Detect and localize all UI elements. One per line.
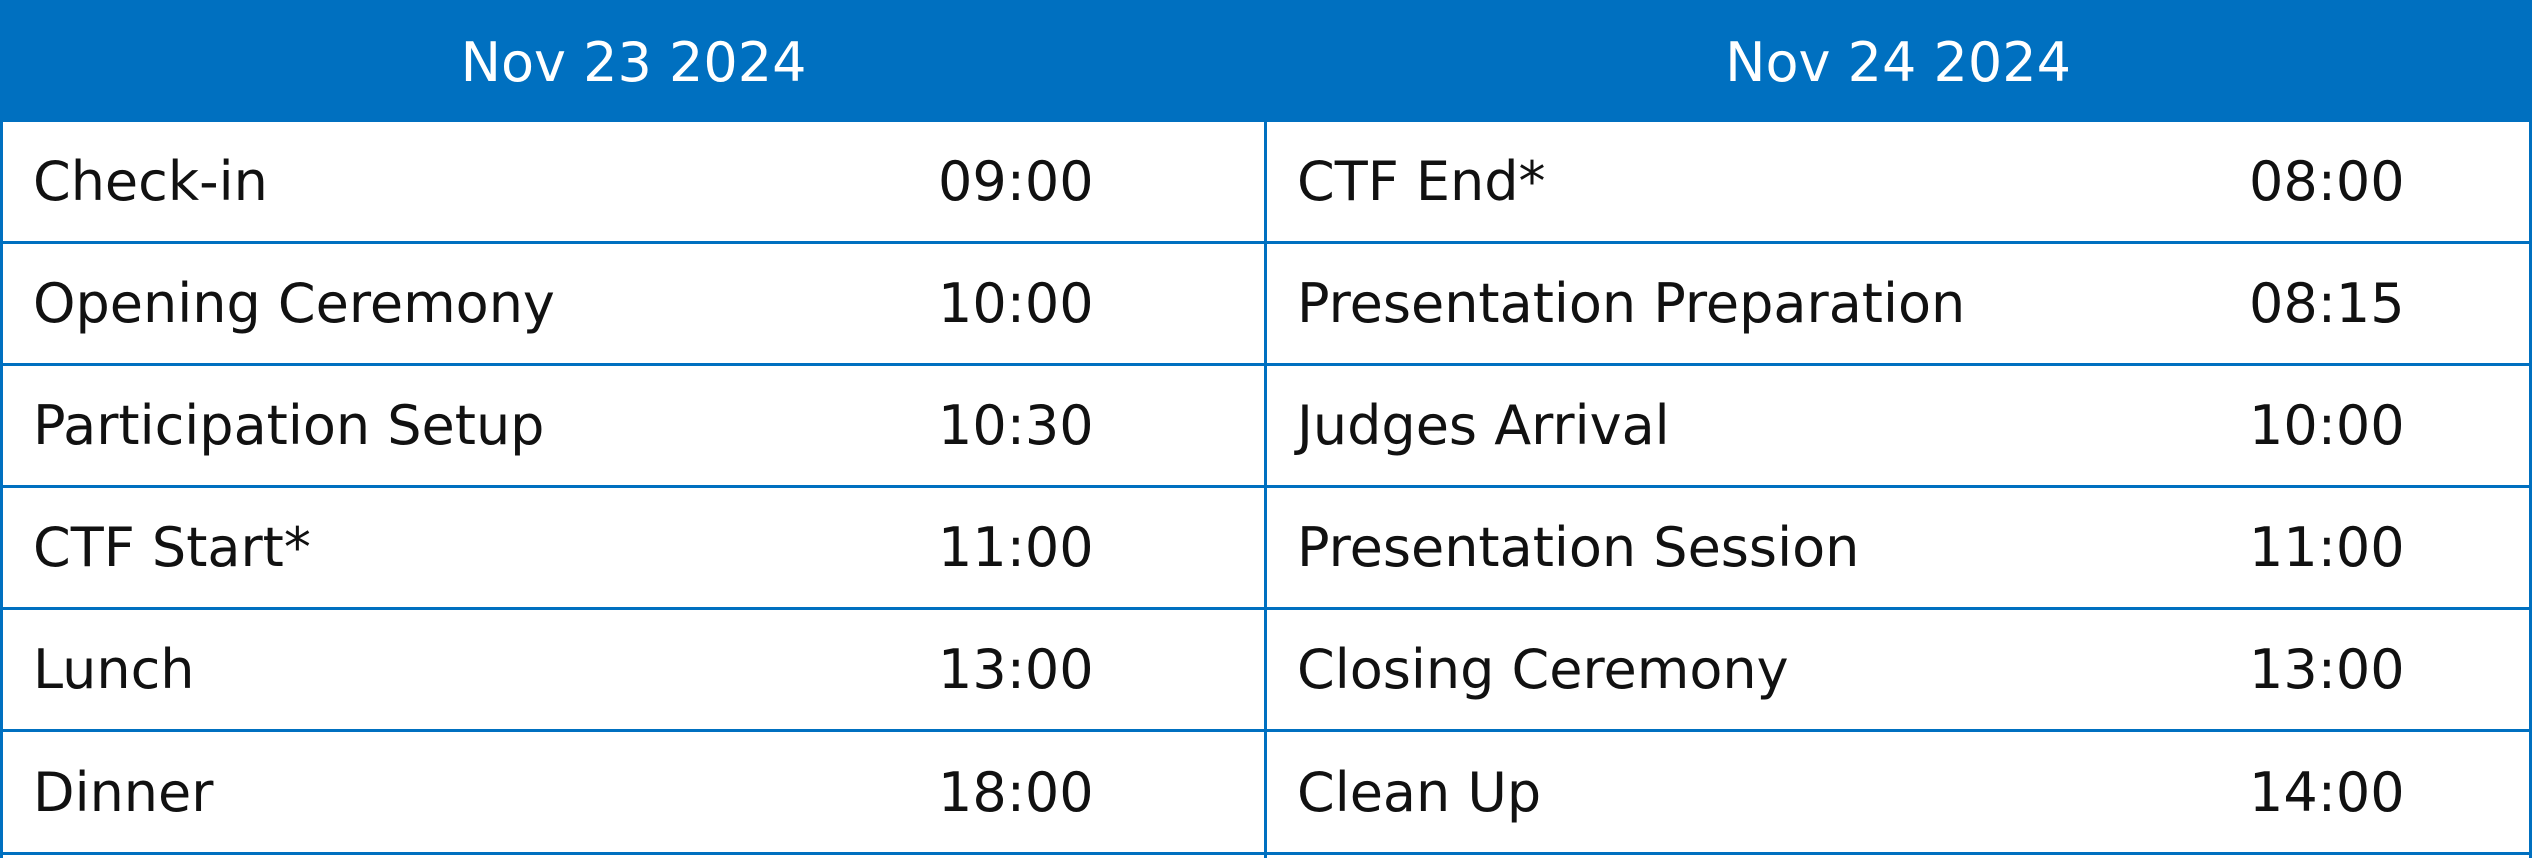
event-name: Dinner: [33, 760, 214, 824]
schedule-row: [1267, 610, 2529, 732]
event-name: Lunch: [33, 638, 195, 701]
schedule-row: [1267, 122, 2529, 244]
schedule-row: [3, 244, 1264, 366]
event-name: Check-in: [33, 150, 268, 213]
event-time: 14:00: [2249, 760, 2405, 824]
schedule-row: [3, 488, 1264, 610]
event-time: 18:00: [938, 760, 1094, 824]
event-name: Participation Setup: [33, 394, 545, 457]
event-time: 09:00: [938, 150, 1094, 213]
event-name: Judges Arrival: [1297, 394, 1670, 457]
schedule-row: [3, 732, 1264, 855]
event-name: Presentation Session: [1297, 516, 1860, 579]
event-name: Closing Ceremony: [1297, 638, 1789, 701]
event-time: 10:00: [938, 272, 1094, 335]
event-time: 10:00: [2249, 394, 2405, 457]
event-name: Presentation Preparation: [1297, 272, 1966, 335]
event-time: 10:30: [938, 394, 1094, 457]
event-name: CTF End*: [1297, 150, 1546, 213]
day-column-nov-24: [1267, 0, 2532, 858]
event-name: CTF Start*: [33, 516, 311, 579]
event-name: Opening Ceremony: [33, 272, 555, 335]
event-time: 13:00: [938, 638, 1094, 701]
schedule-row: [1267, 732, 2529, 855]
event-time: 11:00: [938, 516, 1094, 579]
schedule-row: [3, 610, 1264, 732]
event-time: 11:00: [2249, 516, 2405, 579]
schedule-row: [3, 366, 1264, 488]
event-time: 08:00: [2249, 150, 2405, 213]
event-time: 13:00: [2249, 638, 2405, 701]
event-name: Clean Up: [1297, 760, 1542, 824]
event-time: 08:15: [2249, 272, 2405, 335]
day-header: Nov 24 2024: [1267, 0, 2529, 122]
day-header: Nov 23 2024: [3, 0, 1264, 122]
schedule-row: [3, 122, 1264, 244]
schedule-row: [1267, 488, 2529, 610]
schedule-row: [1267, 244, 2529, 366]
schedule-row: [1267, 366, 2529, 488]
